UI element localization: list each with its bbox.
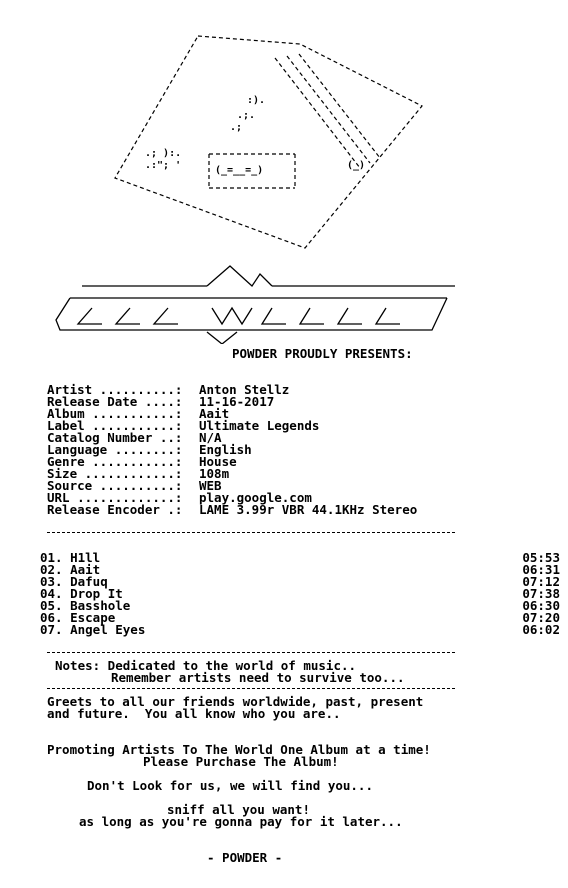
powder-logo [52,262,462,344]
info-label: URL .............: [47,490,183,505]
track-row [40,624,560,636]
notes-line: Notes: Dedicated to the world of music.. [55,658,357,673]
track-duration: 06:02 [522,622,560,637]
promo-line: Promoting Artists To The World One Album at a time! [47,742,431,757]
info-value: LAME 3.99r VBR 44.1KHz Stereo [199,502,418,517]
track-title: 03. Dafuq [40,574,108,589]
track-duration: 06:30 [522,598,560,613]
track-duration: 07:12 [522,574,560,589]
info-value: WEB [199,478,222,493]
svg-text:(_=__=_): (_=__=_) [215,165,264,176]
track-title: 04. Drop It [40,586,123,601]
greets-line: and future. You all know who you are.. [47,706,341,721]
svg-text::).: :). [247,95,266,106]
track-title: 06. Escape [40,610,116,625]
track-duration: 05:53 [522,550,560,565]
track-duration: 06:31 [522,562,560,577]
find-line: Don't Look for us, we will find you... [87,778,373,793]
promo-line: Please Purchase The Album! [143,754,339,769]
track-duration: 07:20 [522,610,560,625]
turntable-art [95,28,435,258]
info-label: Genre ...........: [47,454,183,469]
svg-text:(_): (_) [347,160,366,171]
info-label: Album ...........: [47,406,183,421]
info-value: Ultimate Legends [199,418,320,433]
info-value: English [199,442,252,457]
info-value: House [199,454,237,469]
info-value: 11-16-2017 [199,394,275,409]
divider [47,532,455,533]
info-label: Size ............: [47,466,183,481]
sniff-line: sniff all you want! [167,802,310,817]
track-title: 07. Angel Eyes [40,622,146,637]
greets-line: Greets to all our friends worldwide, past, present [47,694,424,709]
svg-text:.;: .; [230,122,243,133]
notes-line: Remember artists need to survive too... [111,670,405,685]
track-row [40,600,560,612]
track-title: 02. Aait [40,562,101,577]
divider [47,652,455,653]
svg-text:.;.: .;. [237,110,256,121]
svg-text:.; ):.: .; ):. [145,148,182,159]
sniff-line: as long as you're gonna pay for it later... [79,814,403,829]
info-label: Release Date ....: [47,394,183,409]
info-value: Anton Stellz [199,382,290,397]
info-value: 108m [199,466,230,481]
info-label: Language ........: [47,442,183,457]
info-label: Artist ..........: [47,382,183,397]
info-label: Release Encoder .: [47,502,183,517]
info-label: Catalog Number ..: [47,430,183,445]
svg-text:.:"; ': .:"; ' [145,160,182,171]
presents-heading: POWDER PROUDLY PRESENTS: [232,346,413,361]
divider [47,688,455,689]
info-value: N/A [199,430,222,445]
info-value: Aait [199,406,230,421]
footer-signature: - POWDER - [207,850,283,865]
track-duration: 07:38 [522,586,560,601]
track-title: 01. H1ll [40,550,101,565]
info-value: play.google.com [199,490,312,505]
info-label: Label ...........: [47,418,183,433]
track-row [40,552,560,564]
track-row [40,564,560,576]
track-title: 05. Basshole [40,598,131,613]
info-label: Source ..........: [47,478,183,493]
